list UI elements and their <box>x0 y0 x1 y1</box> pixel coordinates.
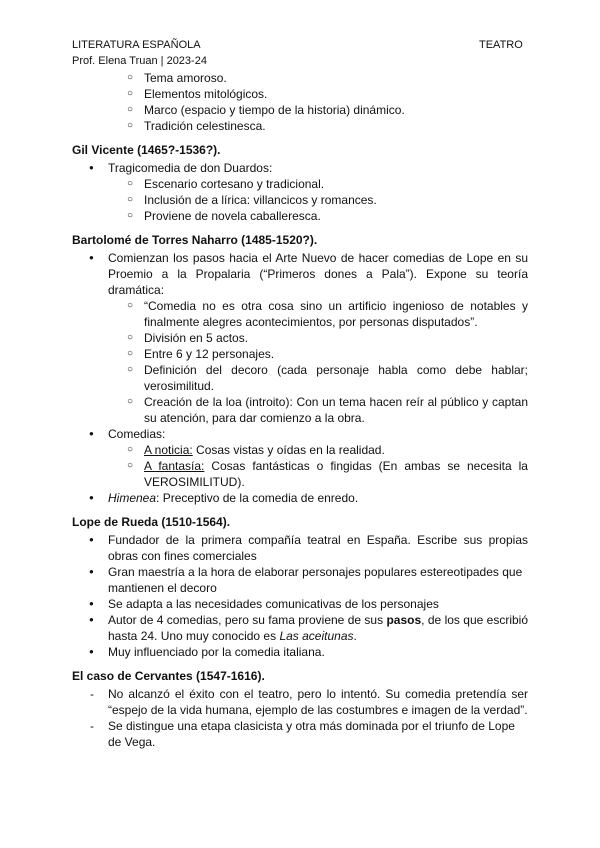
autor-text-end: . <box>353 629 357 643</box>
list-item: ○ Elementos mitológicos. <box>72 86 528 102</box>
heading-gil-vicente: Gil Vicente (1465?-1536?). <box>72 143 221 157</box>
noticia-label: A noticia: <box>144 443 193 457</box>
list-item: ○ “Comedia no es otra cosa sino un artificio ingenioso de notables y finalmente alegres acontecimientos, por personas disputados”. <box>72 298 528 330</box>
list-item: ● Comienzan los pasos hacia el Arte Nuevo de hacer comedias de Lope en su Proemio a la Propalaria (“Primeros dones a Pala”). Expone su teoría dramática: <box>72 250 528 298</box>
list-item: - No alcanzó el éxito con el teatro, pero lo intentó. Su comedia pretendía ser “espejo de la vida humana, ejemplo de las costumbres e imagen de la verdad”. <box>72 686 528 718</box>
list-item: ● Gran maestría a la hora de elaborar personajes populares estereotipades que mantienen el decoro <box>72 564 528 596</box>
list-item <box>72 612 528 644</box>
list-item: ○ Inclusión de a lírica: villancicos y romances. <box>72 192 528 208</box>
list-item: ○ Escenario cortesano y tradicional. <box>72 176 528 192</box>
list-item <box>72 442 528 458</box>
himenea-title: Himenea <box>108 491 157 505</box>
autor-text-mid: , de los que escribió hasta 24. Uno muy conocido es <box>108 613 529 643</box>
fantasia-text: Cosas fantásticas o fingidas (En ambas se necesita la VEROSIMILITUD). <box>144 459 528 489</box>
himenea-text: : Preceptivo de la comedia de enredo. <box>156 491 359 505</box>
list-item: ● Comedias: <box>72 426 528 442</box>
document-body <box>72 70 528 750</box>
course-title: LITERATURA ESPAÑOLA <box>72 39 201 51</box>
list-item <box>72 490 528 506</box>
list-item <box>72 458 528 490</box>
list-item: ○ Tema amoroso. <box>72 70 528 86</box>
list-item: ○ Creación de la loa (introito): Con un tema hacen reír al público y captan su atención, para dar comienzo a la obra. <box>72 394 528 426</box>
pasos-term: pasos <box>386 613 422 627</box>
list-item: ○ Proviene de novela caballeresca. <box>72 208 528 224</box>
list-item: - Se distingue una etapa clasicista y otra más dominada por el triunfo de Lope de Vega. <box>72 718 528 750</box>
list-item: ● Tragicomedia de don Duardos: <box>72 160 528 176</box>
page-header <box>72 37 207 69</box>
list-item: ○ Marco (espacio y tiempo de la historia) dinámico. <box>72 102 528 118</box>
list-item: ● Fundador de la primera compañía teatral en España. Escribe sus propias obras con fines comerciales <box>72 532 528 564</box>
autor-text: Autor de 4 comedias, pero su fama proviene de sus <box>108 613 387 627</box>
aceitunas-title: Las aceitunas <box>279 629 354 643</box>
teacher-line: Prof. Elena Truan | 2023-24 <box>72 55 207 67</box>
list-item: ○ Entre 6 y 12 personajes. <box>72 346 528 362</box>
list-item: ● Muy influenciado por la comedia italiana. <box>72 644 528 660</box>
fantasia-label: A fantasía: <box>144 459 205 473</box>
noticia-text: Cosas vistas y oídas en la realidad. <box>192 443 385 457</box>
list-item: ○ Tradición celestinesca. <box>72 118 528 134</box>
heading-torres-naharro: Bartolomé de Torres Naharro (1485-1520?). <box>72 233 318 247</box>
list-item: ○ División en 5 actos. <box>72 330 528 346</box>
heading-lope-de-rueda: Lope de Rueda (1510-1564). <box>72 515 231 529</box>
list-item: ○ Definición del decoro (cada personaje habla como debe hablar; verosimilitud. <box>72 362 528 394</box>
list-item: ● Se adapta a las necesidades comunicativas de los personajes <box>72 596 528 612</box>
heading-cervantes: El caso de Cervantes (1547-1616). <box>72 669 265 683</box>
section-title: TEATRO <box>479 39 523 51</box>
